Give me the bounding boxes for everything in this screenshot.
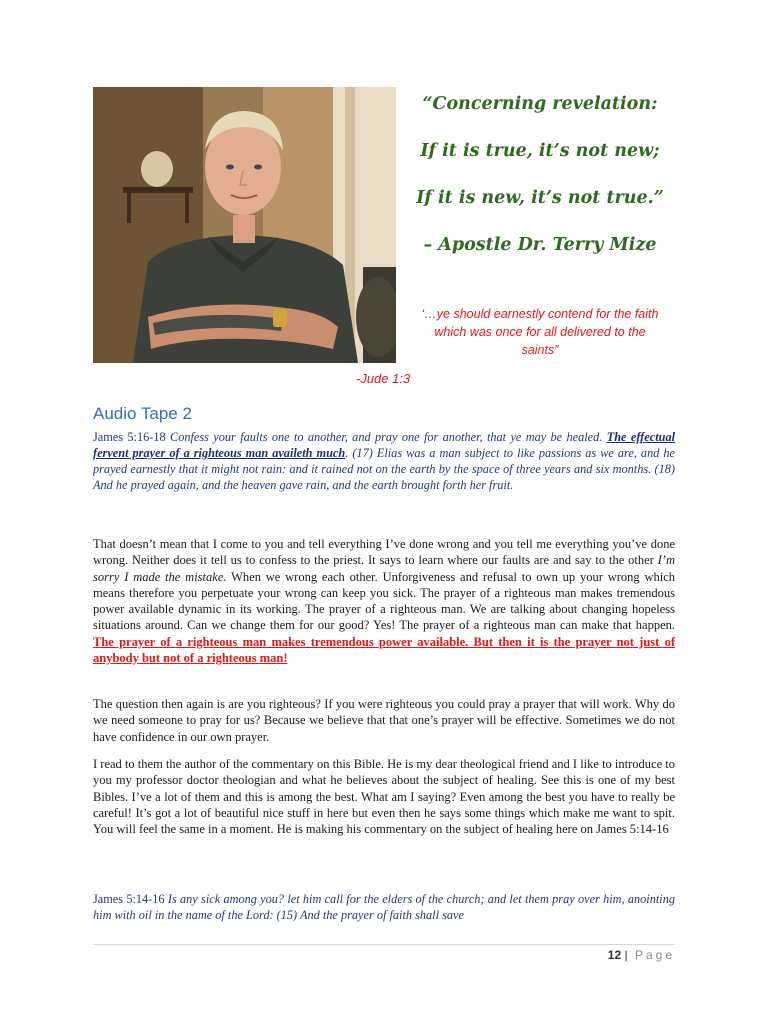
scripture-emphasis: The effectual fervent prayer of a righteous man availeth much xyxy=(93,430,676,460)
quote-line: If it is new, it’s not true.” xyxy=(416,188,664,208)
jude-line: ‘…ye should earnestly contend for the faith xyxy=(421,307,659,321)
body-paragraph xyxy=(93,536,675,666)
paragraph-highlight: The prayer of a righteous man makes tremendous power available. But then it is the prayer not just of anybody but not of a righteous man! xyxy=(93,634,675,666)
page-number: 12 xyxy=(607,948,622,962)
page-label: Page xyxy=(634,948,675,962)
jude-reference: -Jude 1:3 xyxy=(356,371,411,386)
scripture-ref: James 5:16-18 xyxy=(93,430,166,444)
paragraph-italic: I’m sorry I made the mistake. xyxy=(93,553,675,584)
body-paragraph: The question then again is are you righteous? If you were righteous you could pray a prayer that will work. Why do we need someone to pray for us? Because we believe that that one’s prayer will be effective. Sometimes we do not have confidence in our own prayer. xyxy=(93,697,675,744)
scripture-text: Is any sick among you? let him call for the elders of the church; and let them pray over him, anointing him with oil in the name of the Lord: (15) And the prayer of faith shall save xyxy=(93,892,676,922)
scripture-james-5-14 xyxy=(93,891,675,923)
quote-line: If it is true, it’s not new; xyxy=(420,141,660,161)
scripture-ref: James 5:14-16 xyxy=(93,892,165,906)
scripture-text: . (17) Elias was a man subject to like passions as we are, and he prayed earnestly that it might not rain: and it rained not on the earth by the space of three years and six months. (18) And he prayed again, and the heaven gave rain, and the earth brought forth her fruit. xyxy=(93,446,675,492)
jude-line: saints” xyxy=(521,343,559,357)
quote-line: “Concerning revelation: xyxy=(422,94,658,114)
section-heading: Audio Tape 2 xyxy=(93,404,192,423)
quote-attribution: – Apostle Dr. Terry Mize xyxy=(423,235,657,255)
paragraph-text: When we wrong each other. Unforgiveness and refusal to own up your wrong which means therefore you perpetuate your wrong can keep you sick. The prayer of a righteous man makes tremendous power available dynamic in its working. The prayer of a righteous man. We are talking about changing hopeless situations around. Can we change them for our good? Yes! The prayer of a righteous man can make that happen. xyxy=(93,569,676,633)
jude-verse xyxy=(405,305,675,359)
footer-divider xyxy=(93,944,675,945)
paragraph-text: That doesn’t mean that I come to you and tell everything I’ve done wrong and you tell me everything you’ve done wrong. Neither does it tell us to confess to the priest. It says to learn where our faults are and say to the other xyxy=(93,537,675,568)
jude-line: which was once for all delivered to the xyxy=(434,325,646,339)
footer-separator: | xyxy=(624,948,628,962)
scripture-james-5-16 xyxy=(93,429,675,493)
scripture-text: Confess your faults one to another, and pray one for another, that ye may be healed. xyxy=(170,430,603,444)
body-paragraph: I read to them the author of the commentary on this Bible. He is my dear theological friend and I like to introduce to you my professor doctor theologian and what he believes about the subject of healing. See this is one of my best Bibles. I’ve a lot of them and this is among the best. What am I saying? Even among the best you have to really be careful! It’s got a lot of beautiful nice stuff in here but even then he says some things which make me want to spit. You will feel the same in a moment. He is making his commentary on the subject of healing here on James 5:14-16 xyxy=(93,757,675,837)
revelation-quote xyxy=(405,90,675,278)
author-photo xyxy=(93,87,396,363)
page-footer xyxy=(608,948,675,962)
